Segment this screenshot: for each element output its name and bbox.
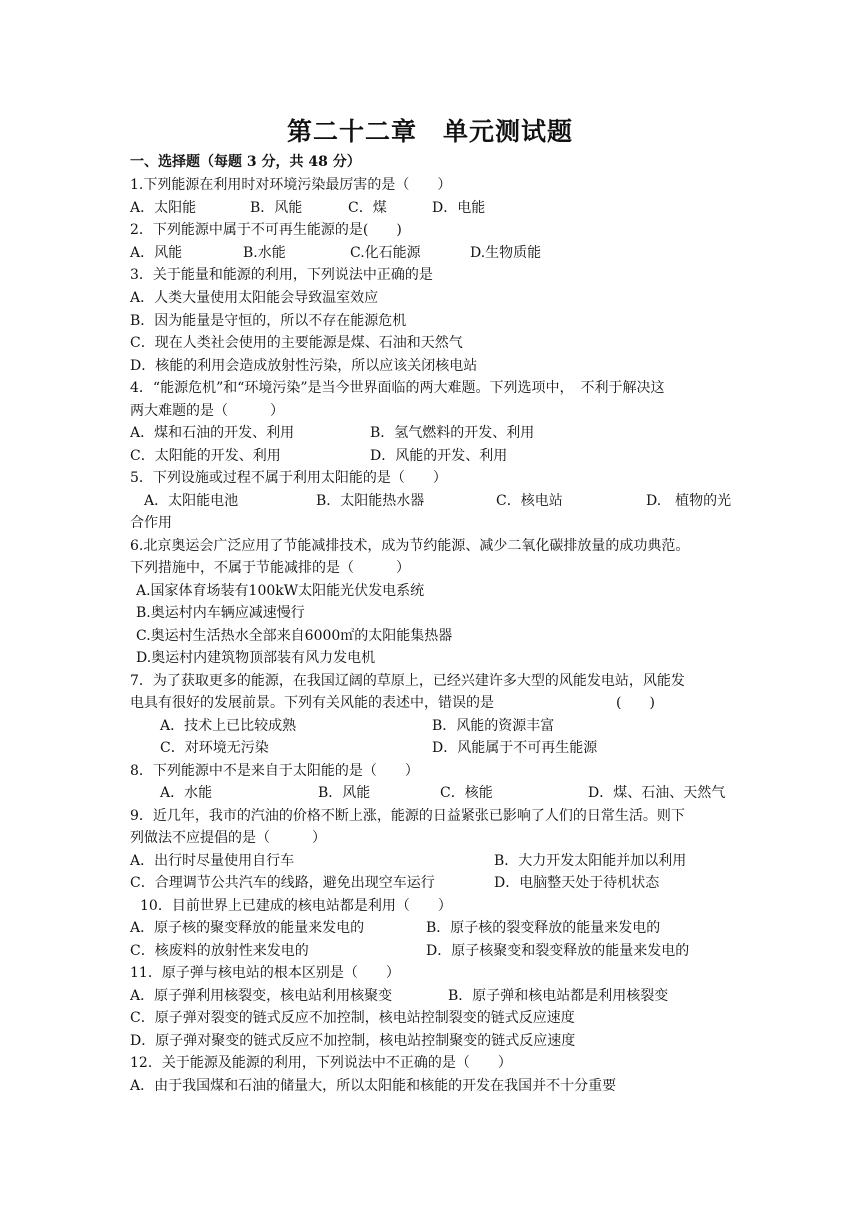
- question-6-stem-line-2: 下列措施中，不属于节能减排的是（ ）: [130, 560, 410, 576]
- question-8-option-c: C．核能: [440, 785, 493, 801]
- question-9-option-d: D．电脑整天处于待机状态: [494, 875, 660, 891]
- question-1-option-c: C．煤: [348, 200, 387, 216]
- question-3-option-d: D．核能的利用会造成放射性污染，所以应该关闭核电站: [130, 358, 478, 374]
- question-4-option-c: C．太阳能的开发、利用: [130, 448, 281, 464]
- question-1-stem: 1.下列能源在利用时对环境污染最厉害的是（ ）: [130, 177, 452, 193]
- question-8-option-d: D．煤、石油、天然气: [588, 785, 726, 801]
- question-7-stem-line-2: 电具有很好的发展前景。下列有关风能的表述中，错误的是: [130, 695, 494, 711]
- question-9-stem-line-2: 列做法不应提倡的是（ ）: [130, 830, 326, 846]
- question-4-option-b: B．氢气燃料的开发、利用: [370, 425, 535, 441]
- question-8-stem: 8．下列能源中不是来自于太阳能的是（ ）: [130, 763, 419, 779]
- question-10-option-c: C．核废料的放射性来发电的: [130, 943, 309, 959]
- question-4-option-a: A．煤和石油的开发、利用: [130, 425, 295, 441]
- question-6-option-c: C.奥运村生活热水全部来自6000㎡的太阳能集热器: [136, 628, 453, 644]
- question-6-option-a: A.国家体育场装有100kW太阳能光伏发电系统: [136, 583, 425, 599]
- question-7-option-d: D．风能属于不可再生能源: [432, 740, 598, 756]
- question-9-stem-line-1: 9．近几年，我市的汽油的价格不断上涨，能源的日益紧张已影响了人们的日常生活。则下: [130, 808, 685, 824]
- question-6-option-d: D.奥运村内建筑物顶部装有风力发电机: [136, 650, 376, 666]
- question-11-option-a: A．原子弹利用核裂变，核电站利用核聚变: [130, 988, 393, 1004]
- question-8-option-a: A．水能: [160, 785, 213, 801]
- question-4-stem-line-1: 4．“能源危机”和“环境污染”是当今世界面临的两大难题。下列选项中， 不利于解决这: [130, 380, 665, 396]
- question-12-stem: 12．关于能源及能源的利用，下列说法中不正确的是（ ）: [130, 1055, 512, 1071]
- question-5-option-b: B．太阳能热水器: [316, 493, 425, 509]
- question-3-stem: 3．关于能量和能源的利用，下列说法中正确的是: [130, 267, 433, 283]
- question-2-option-c: C.化石能源: [350, 245, 421, 261]
- question-9-option-b: B．大力开发太阳能并加以利用: [494, 853, 687, 869]
- question-3-option-a: A．人类大量使用太阳能会导致温室效应: [130, 290, 379, 306]
- question-11-option-b: B．原子弹和核电站都是利用核裂变: [448, 988, 669, 1004]
- question-7-option-b: B．风能的资源丰富: [432, 718, 555, 734]
- question-3-option-b: B．因为能量是守恒的，所以不存在能源危机: [130, 313, 407, 329]
- question-5-option-d-continuation: 合作用: [130, 515, 172, 531]
- question-2-stem: 2．下列能源中属于不可再生能源的是( ): [130, 222, 402, 238]
- question-7-option-c: C．对环境无污染: [160, 740, 269, 756]
- question-1-option-d: D．电能: [432, 200, 486, 216]
- question-5-option-c: C．核电站: [496, 493, 563, 509]
- question-8-option-b: B．风能: [318, 785, 371, 801]
- question-1-option-a: A．太阳能: [130, 200, 197, 216]
- question-2-option-b: B.水能: [243, 245, 286, 261]
- question-4-option-d: D．风能的开发、利用: [370, 448, 508, 464]
- question-7-answer-blank: ( ): [616, 695, 655, 711]
- question-10-stem: 10．目前世界上已建成的核电站都是利用（ ）: [140, 898, 452, 914]
- question-5-option-a: A．太阳能电池: [144, 493, 239, 509]
- question-3-option-c: C．现在人类社会使用的主要能源是煤、石油和天然气: [130, 335, 463, 351]
- question-6-option-b: B.奥运村内车辆应减速慢行: [136, 605, 305, 621]
- question-9-option-c: C．合理调节公共汽车的线路，避免出现空车运行: [130, 875, 435, 891]
- question-2-option-a: A．风能: [130, 245, 183, 261]
- question-10-option-d: D．原子核聚变和裂变释放的能量来发电的: [426, 943, 690, 959]
- question-4-stem-line-2: 两大难题的是（ ）: [130, 403, 284, 419]
- question-6-stem-line-1: 6.北京奥运会广泛应用了节能减排技术，成为节约能源、减少二氧化碳排放量的成功典范。: [130, 538, 690, 554]
- question-10-option-a: A．原子核的聚变释放的能量来发电的: [130, 920, 365, 936]
- question-1-option-b: B．风能: [250, 200, 303, 216]
- question-11-stem: 11．原子弹与核电站的根本区别是（ ）: [130, 965, 400, 981]
- question-11-option-d: D．原子弹对聚变的链式反应不加控制，核电站控制聚变的链式反应速度: [130, 1033, 576, 1049]
- question-11-option-c: C．原子弹对裂变的链式反应不加控制，核电站控制裂变的链式反应速度: [130, 1010, 575, 1026]
- question-12-option-a: A．由于我国煤和石油的储量大，所以太阳能和核能的开发在我国并不十分重要: [130, 1078, 617, 1094]
- question-5-stem: 5．下列设施或过程不属于利用太阳能的是（ ）: [130, 470, 447, 486]
- question-5-option-d: D. 植物的光: [646, 493, 732, 509]
- question-9-option-a: A．出行时尽量使用自行车: [130, 853, 295, 869]
- question-2-option-d: D.生物质能: [470, 245, 542, 261]
- question-7-stem-line-1: 7．为了获取更多的能源，在我国辽阔的草原上，已经兴建许多大型的风能发电站，风能发: [130, 673, 685, 689]
- section-heading: 一、选择题（每题 3 分，共 48 分）: [130, 154, 361, 170]
- page-title: 第二十二章 单元测试题: [286, 117, 573, 146]
- question-10-option-b: B．原子核的裂变释放的能量来发电的: [426, 920, 661, 936]
- question-7-option-a: A．技术上已比较成熟: [160, 718, 297, 734]
